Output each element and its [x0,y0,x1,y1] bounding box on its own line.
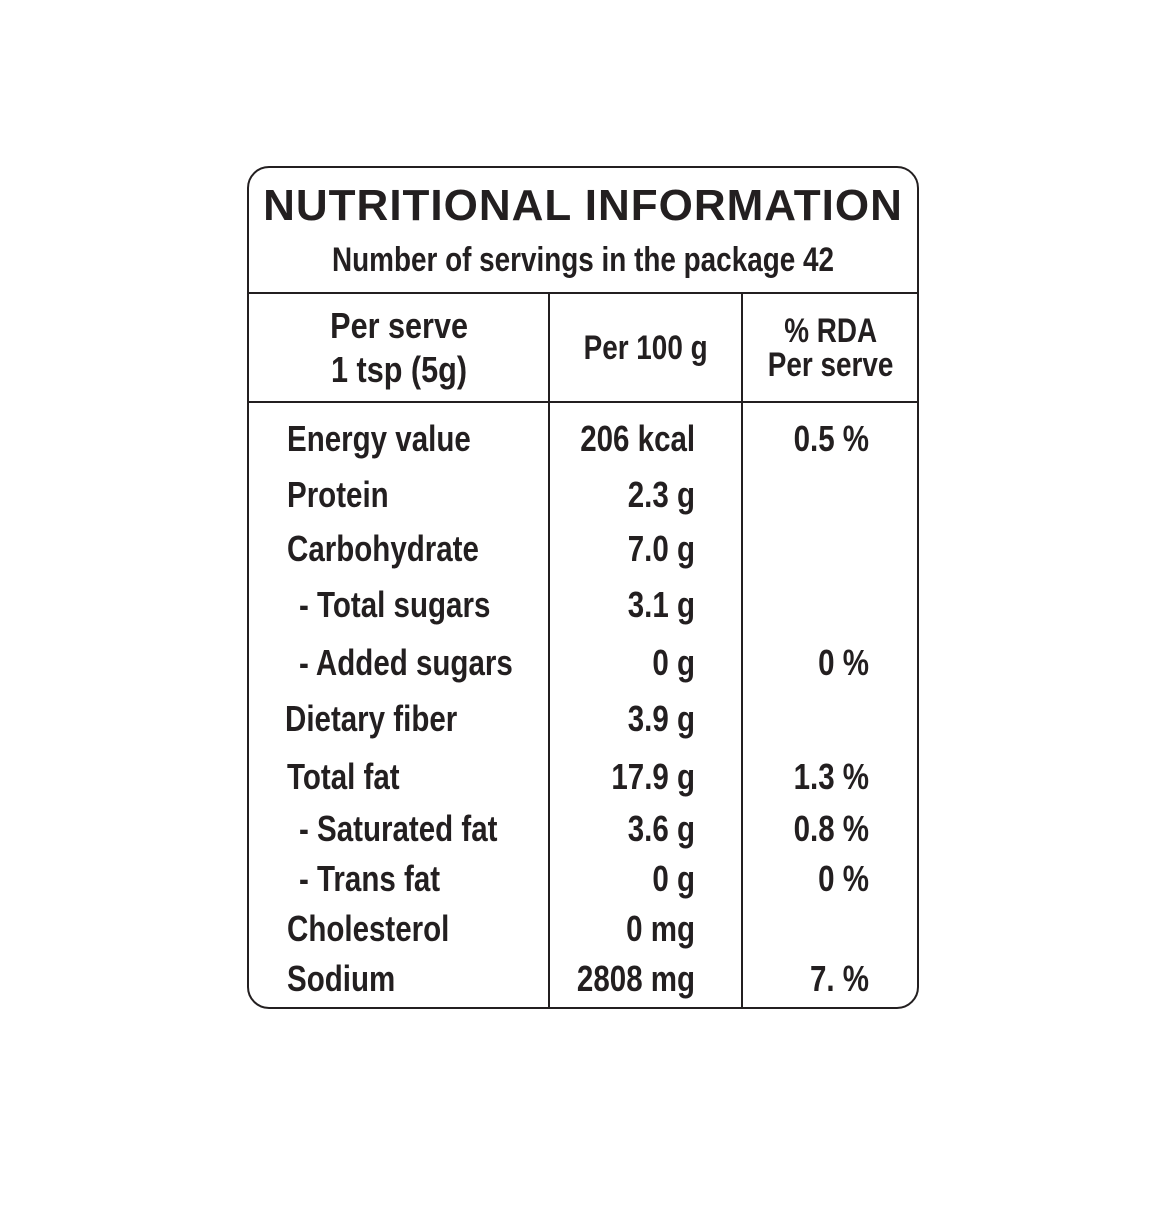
column-header-rda [743,294,919,402]
table-row [249,580,917,630]
table-row [249,694,917,744]
nutrient-name: Dietary fiber [285,698,458,739]
nutrient-per100: 0 mg [626,908,695,949]
column-header-rda-line2: Per serve [768,346,894,384]
table-row [249,524,917,574]
nutrient-name: - Trans fat [299,858,441,899]
column-header-per-100g-label: Per 100 g [584,329,708,367]
column-header-per-serve-line1: Per serve [330,305,468,346]
nutrient-per100: 3.9 g [627,698,695,739]
nutrient-rda: 1.3 % [793,756,869,797]
nutrient-per100: 3.1 g [627,584,695,625]
nutrient-name: - Saturated fat [299,808,498,849]
nutrient-per100: 2808 mg [576,958,695,999]
panel-title: NUTRITIONAL INFORMATION [263,181,903,230]
nutrient-name: Cholesterol [287,908,450,949]
nutrient-per100: 0 g [652,642,695,683]
nutrient-name: Carbohydrate [287,528,479,569]
table-row [249,904,917,954]
nutrient-name: Energy value [287,418,471,459]
column-header-per-100g [550,294,742,402]
column-header-rda-line1: % RDA [784,312,878,350]
nutrition-panel [247,166,919,1009]
table-row [249,752,917,802]
nutrient-rda: 0.5 % [793,418,869,459]
nutrient-per100: 206 kcal [580,418,695,459]
nutrient-rda: 0.8 % [793,808,869,849]
nutrient-name: Sodium [287,958,396,999]
nutrient-per100: 3.6 g [627,808,695,849]
nutrient-name: - Total sugars [299,584,491,625]
table-row [249,470,917,520]
nutrient-rda: 0 % [818,858,869,899]
servings-subtitle: Number of servings in the package 42 [331,241,834,279]
table-row [249,638,917,688]
nutrient-per100: 7.0 g [627,528,695,569]
column-header-per-serve-line2: 1 tsp (5g) [330,349,467,390]
nutrient-per100: 0 g [652,858,695,899]
table-row [249,804,917,854]
nutrient-name: Total fat [287,756,400,797]
table-row [249,954,917,1004]
nutrient-per100: 2.3 g [627,474,695,515]
column-header-per-serve [249,294,549,402]
nutrient-name: Protein [287,474,389,515]
nutrient-name: - Added sugars [299,642,513,683]
table-row [249,854,917,904]
nutrient-rda: 7. % [809,958,869,999]
nutrient-per100: 17.9 g [611,756,695,797]
nutrient-rda: 0 % [818,642,869,683]
table-row [249,414,917,464]
